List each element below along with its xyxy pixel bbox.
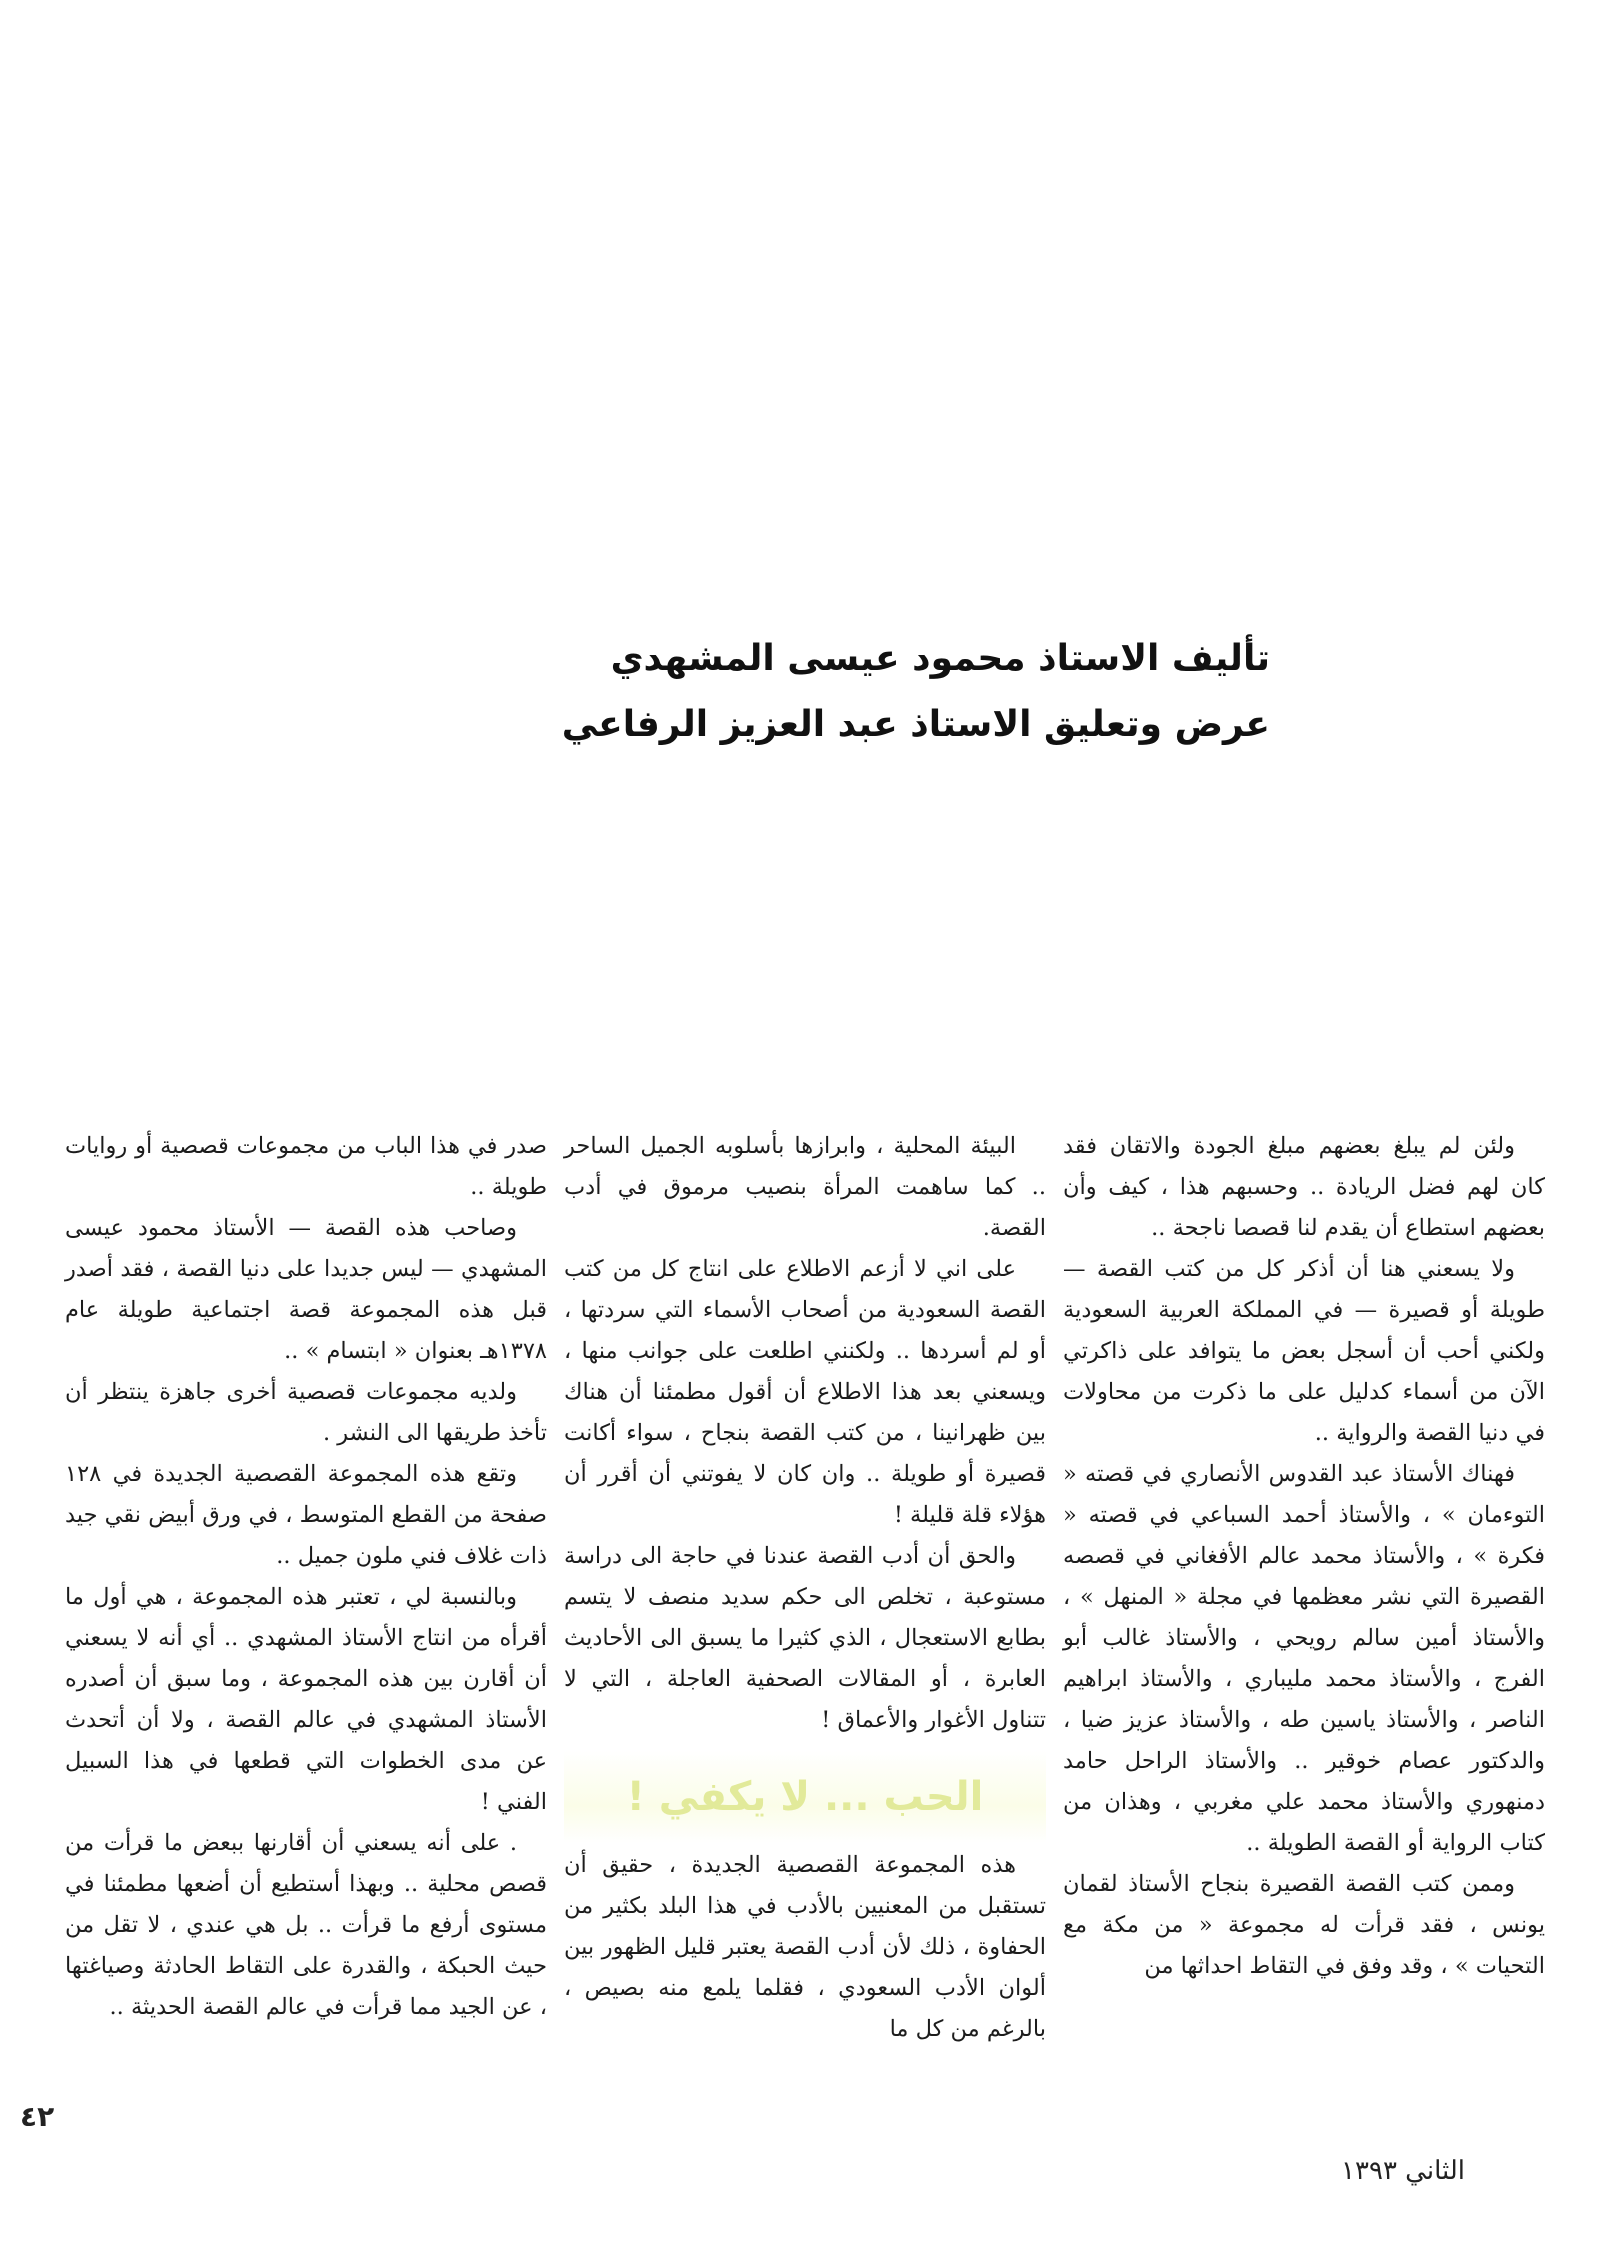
paragraph: ولا يسعني هنا أن أذكر كل من كتب القصة — طويلة أو قصيرة — في المملكة العربية السعودية ولكني أحب أن أسجل بعض ما يتوافد على ذاكرتي الآن من أسماء كدليل على ما ذكرت من محاولات في دنيا القصة والرواية .. [1063, 1256, 1545, 1446]
text-column-left [65, 1126, 547, 2126]
paragraph: وصاحب هذه القصة — الأستاذ محمود عيسى المشهدي — ليس جديدا على دنيا القصة ، فقد أصدر قبل هذه المجموعة قصة اجتماعية طويلة عام ١٣٧٨هـ بعنوان « ابتسام » .. [65, 1215, 547, 1364]
paragraph: وممن كتب القصة القصيرة بنجاح الأستاذ لقمان يونس ، فقد قرأت له مجموعة « من مكة مع التحيات » ، وقد وفق في التقاط احداثها من [1063, 1871, 1545, 1979]
paragraph: وتقع هذه المجموعة القصصية الجديدة في ١٢٨ صفحة من القطع المتوسط ، في ورق أبيض نقي جيد ذات غلاف فني ملون جميل .. [64, 1461, 547, 1569]
paragraph: والحق أن أدب القصة عندنا في حاجة الى دراسة مستوعبة ، تخلص الى حكم سديد منصف لا يتسم بطابع الاستعجال ، الذي كثيرا ما يسبق الى الأحاديث العابرة ، أو المقالات الصحفية العاجلة ، التي لا تتناول الأغوار والأعماق ! [564, 1543, 1046, 1733]
paragraph: صدر في هذا الباب من مجموعات قصصية أو روايات طويلة .. [65, 1133, 547, 1200]
page-number: ٤٢ [20, 2100, 55, 2133]
text-column-middle [564, 1126, 1046, 2126]
paragraph: وبالنسبة لي ، تعتبر هذه المجموعة ، هي أول ما أقرأه من انتاج الأستاذ المشهدي .. أي أنه لا يسعني أن أقارن بين هذه المجموعة ، وما سبق أن أصدره الأستاذ المشهدي في عالم القصة ، ولا أن أتحدث عن مدى الخطوات التي قطعها في هذا السبيل الفني ! [65, 1584, 547, 1815]
paragraph: ولديه مجموعات قصصية أخرى جاهزة ينتظر أن تأخذ طريقها الى النشر . [65, 1379, 547, 1446]
paragraph: . على أنه يسعني أن أقارنها ببعض ما قرأت من قصص محلية .. وبهذا أستطيع أن أضعها مطمئنا في مستوى أرفع ما قرأت .. بل هي عندي ، لا تقل من حيث الحبكة ، والقدرة على التقاط الحادثة وصياغتها ، عن الجيد مما قرأت في عالم القصة الحديثة .. [65, 1830, 547, 2020]
paragraph: البيئة المحلية ، وابرازها بأسلوبه الجميل الساحر .. كما ساهمت المرأة بنصيب مرموق في أدب القصة. [564, 1133, 1046, 1241]
paragraph: هذه المجموعة القصصية الجديدة ، حقيق أن تستقبل من المعنيين بالأدب في هذا البلد بكثير من الحفاوة ، ذلك لأن أدب القصة يعتبر قليل الظهور بين ألوان الأدب السعودي ، فقلما يلمع منه بصيص ، بالرغم من كل ما [564, 1852, 1046, 2042]
review-line: عرض وتعليق الاستاذ عبد العزيز الرفاعي [561, 704, 1270, 745]
text-column-right [1063, 1126, 1545, 2126]
paragraph: فهناك الأستاذ عبد القدوس الأنصاري في قصته « التوءمان » ، والأستاذ أحمد السباعي في قصته « فكرة » ، والأستاذ محمد عالم الأفغاني في قصصه القصيرة التي نشر معظمها في مجلة « المنهل » ، والأستاذ أمين سالم رويحي ، والأستاذ غالب أبو الفرج ، والأستاذ محمد مليباري ، والأستاذ ابراهيم الناصر ، والأستاذ ياسين طه ، والأستاذ عزيز ضيا ، والدكتور عصام خوقير .. والأستاذ الراحل حامد دمنهوري والأستاذ محمد علي مغربي ، وهذان من كتاب الرواية أو القصة الطويلة .. [1063, 1461, 1545, 1856]
author-line: تأليف الاستاذ محمود عيسى المشهدي [610, 638, 1270, 679]
issue-label: الثاني ١٣٩٣ [1341, 2156, 1465, 2186]
section-subheading: الحب ... لا يكفي ! [564, 1751, 1046, 1843]
paragraph: ولئن لم يبلغ بعضهم مبلغ الجودة والاتقان فقد كان لهم فضل الريادة .. وحسبهم هذا ، كيف وأن بعضهم استطاع أن يقدم لنا قصصا ناجحة .. [1063, 1133, 1545, 1241]
article-byline [270, 626, 1270, 758]
paragraph: على اني لا أزعم الاطلاع على انتاج كل من كتب القصة السعودية من أصحاب الأسماء التي سردتها ، أو لم أسردها .. ولكنني اطلعت على جوانب منها ، ويسعني بعد هذا الاطلاع أن أقول مطمئنا أن هناك بين ظهرانينا ، من كتب القصة بنجاح ، سواء أكانت قصيرة أو طويلة .. وان كان لا يفوتني أن أقرر أن هؤلاء قلة قليلة ! [564, 1256, 1046, 1528]
